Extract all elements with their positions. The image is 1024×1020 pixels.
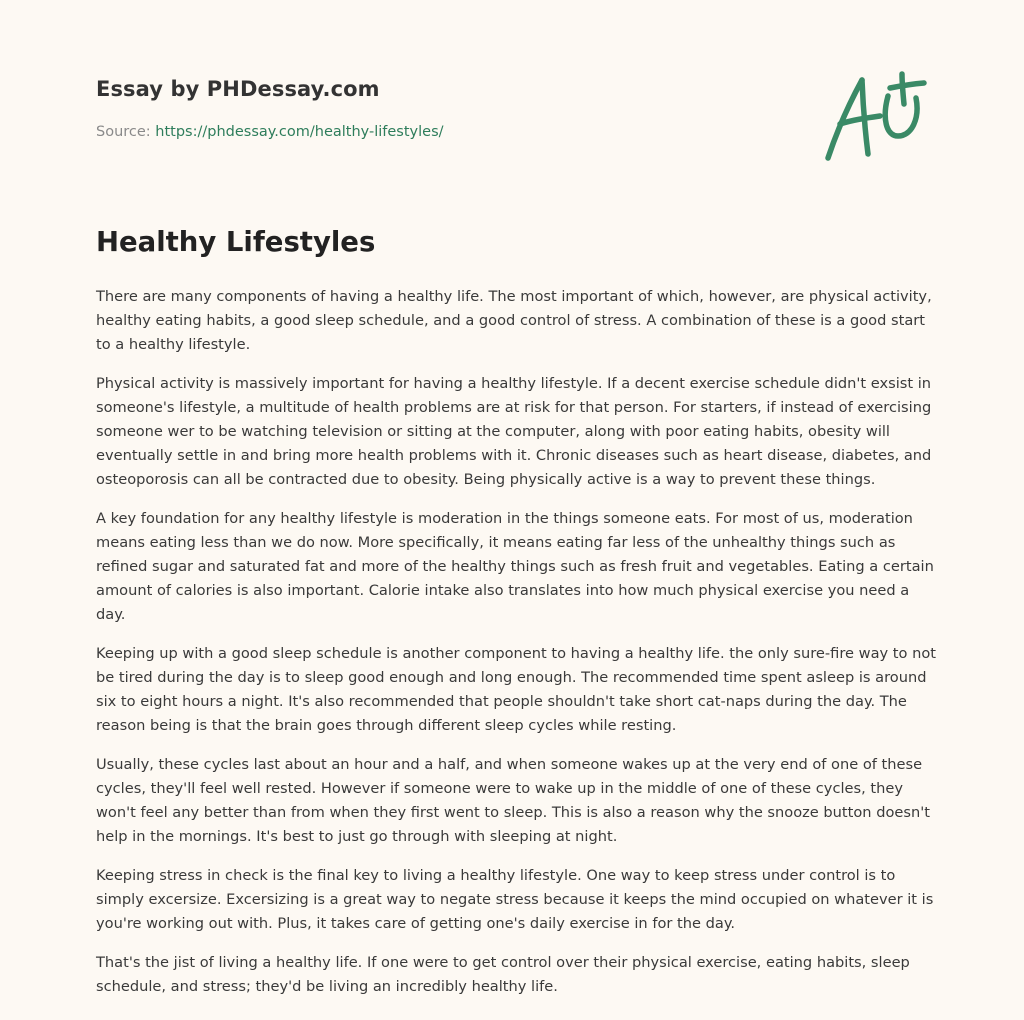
essay-paragraph: There are many components of having a healthy life. The most important of which, however, are physical activity, healthy eating habits, a good sleep schedule, and a good control of stress. A combination of these is a good start to a healthy lifestyle. xyxy=(96,288,932,353)
essay-paragraph: Keeping up with a good sleep schedule is another component to having a healthy life. the only sure-fire way to not be tired during the day is to sleep good enough and long enough. The recommended time spent asleep is around six to eight hours a night. It's also recommended that people shouldn't take short cat-naps during the day. The reason being is that the brain goes through different sleep cycles while resting. xyxy=(96,645,936,734)
source-label: Source: xyxy=(96,124,156,140)
essay-body xyxy=(96,285,936,1014)
essay-paragraph: Usually, these cycles last about an hour and a half, and when someone wakes up at the very end of one of these cycles, they'll feel well rested. However if someone were to wake up in the middle of one of these cycles, they won't feel any better than from when they first went to sleep. This is also a reason why the snooze button doesn't help in the mornings. It's best to just go through with sleeping at night. xyxy=(96,756,930,845)
source-link[interactable]: https://phdessay.com/healthy-lifestyles/ xyxy=(155,124,444,140)
brand-title: Essay by PHDessay.com xyxy=(96,77,380,101)
essay-paragraph: Keeping stress in check is the final key to living a healthy lifestyle. One way to keep stress under control is to simply excersize. Excersizing is a great way to negate stress because it keeps the mind occupied on whatever it is you're working out with. Plus, it takes care of getting one's daily exercise in for the day. xyxy=(96,867,934,932)
essay-title: Healthy Lifestyles xyxy=(96,226,376,258)
essay-paragraph: That's the jist of living a healthy life. If one were to get control over their physical exercise, eating habits, sleep schedule, and stress; they'd be living an incredibly healthy life. xyxy=(96,954,910,995)
a-plus-logo-icon xyxy=(816,66,932,166)
essay-paragraph: A key foundation for any healthy lifestyle is moderation in the things someone eats. For most of us, moderation means eating less than we do now. More specifically, it means eating far less of the unhealthy things such as refined sugar and saturated fat and more of the healthy things such as fresh fruit and vegetables. Eating a certain amount of calories is also important. Calorie intake also translates into how much physical exercise you need a day. xyxy=(96,510,934,623)
essay-paragraph: Physical activity is massively important for having a healthy lifestyle. If a decent exercise schedule didn't exsist in someone's lifestyle, a multitude of health problems are at risk for that person. For starters, if instead of exercising someone wer to be watching television or sitting at the computer, along with poor eating habits, obesity will eventually settle in and bring more health problems with it. Chronic diseases such as heart disease, diabetes, and osteoporosis can all be contracted due to obesity. Being physically active is a way to prevent these things. xyxy=(96,375,932,488)
source-line xyxy=(96,124,444,140)
